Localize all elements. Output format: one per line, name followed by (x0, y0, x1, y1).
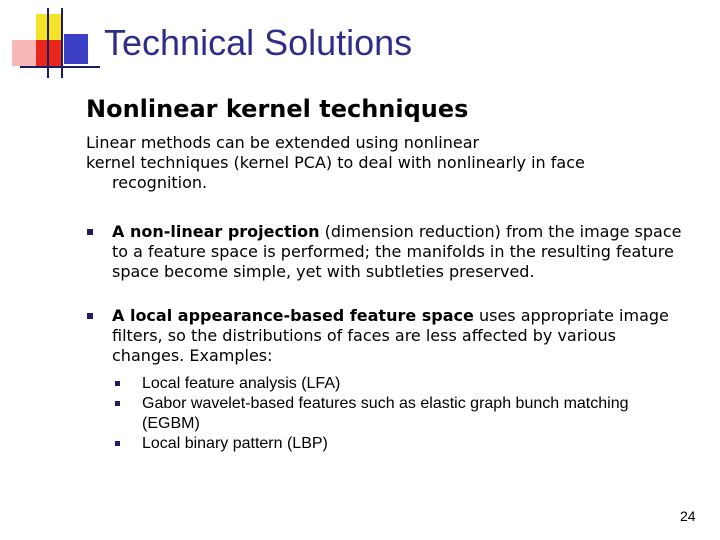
sub-bullet-item (112, 374, 686, 394)
square-bullet-icon (87, 313, 93, 319)
deco-pink-square (12, 40, 38, 66)
slide-title: Technical Solutions (104, 22, 413, 63)
bullet-item (86, 222, 686, 282)
bullet-item (86, 306, 686, 454)
square-bullet-icon (115, 401, 120, 406)
page-number: 24 (680, 508, 696, 524)
square-bullet-icon (87, 229, 93, 235)
bullet-text: uses appropriate image filters, so the distributions of faces are less affected by various changes. Examples: (112, 306, 669, 365)
intro-paragraph (86, 133, 686, 193)
sub-bullet-item (112, 434, 686, 454)
bullet-bold-text: A non-linear projection (112, 222, 320, 241)
square-bullet-icon (115, 441, 120, 446)
bullet-list (86, 222, 686, 478)
deco-yellow-square (36, 14, 62, 40)
sub-bullet-item (112, 394, 686, 434)
square-bullet-icon (115, 381, 120, 386)
sub-bullet-text: Gabor wavelet-based features such as elastic graph bunch matching (EGBM) (142, 395, 629, 432)
intro-line: Linear methods can be extended using nonlinear (86, 133, 480, 152)
intro-line: recognition. (112, 173, 208, 192)
sub-bullet-text: Local feature analysis (LFA) (142, 375, 341, 392)
deco-red-square (36, 40, 62, 66)
deco-blue-square (64, 34, 88, 64)
slide-subtitle: Nonlinear kernel techniques (86, 95, 469, 123)
sub-bullet-list (112, 374, 686, 454)
bullet-text: (dimension reduction) from the image space to a feature space is performed; the manifolds in the resulting feature space become simple, yet with subtleties preserved. (112, 222, 682, 281)
deco-horizontal-line (20, 66, 100, 68)
sub-bullet-text: Local binary pattern (LBP) (142, 435, 328, 452)
intro-line: kernel techniques (kernel PCA) to deal with nonlinearly in face (86, 153, 585, 172)
bullet-bold-text: A local appearance-based feature space (112, 306, 474, 325)
